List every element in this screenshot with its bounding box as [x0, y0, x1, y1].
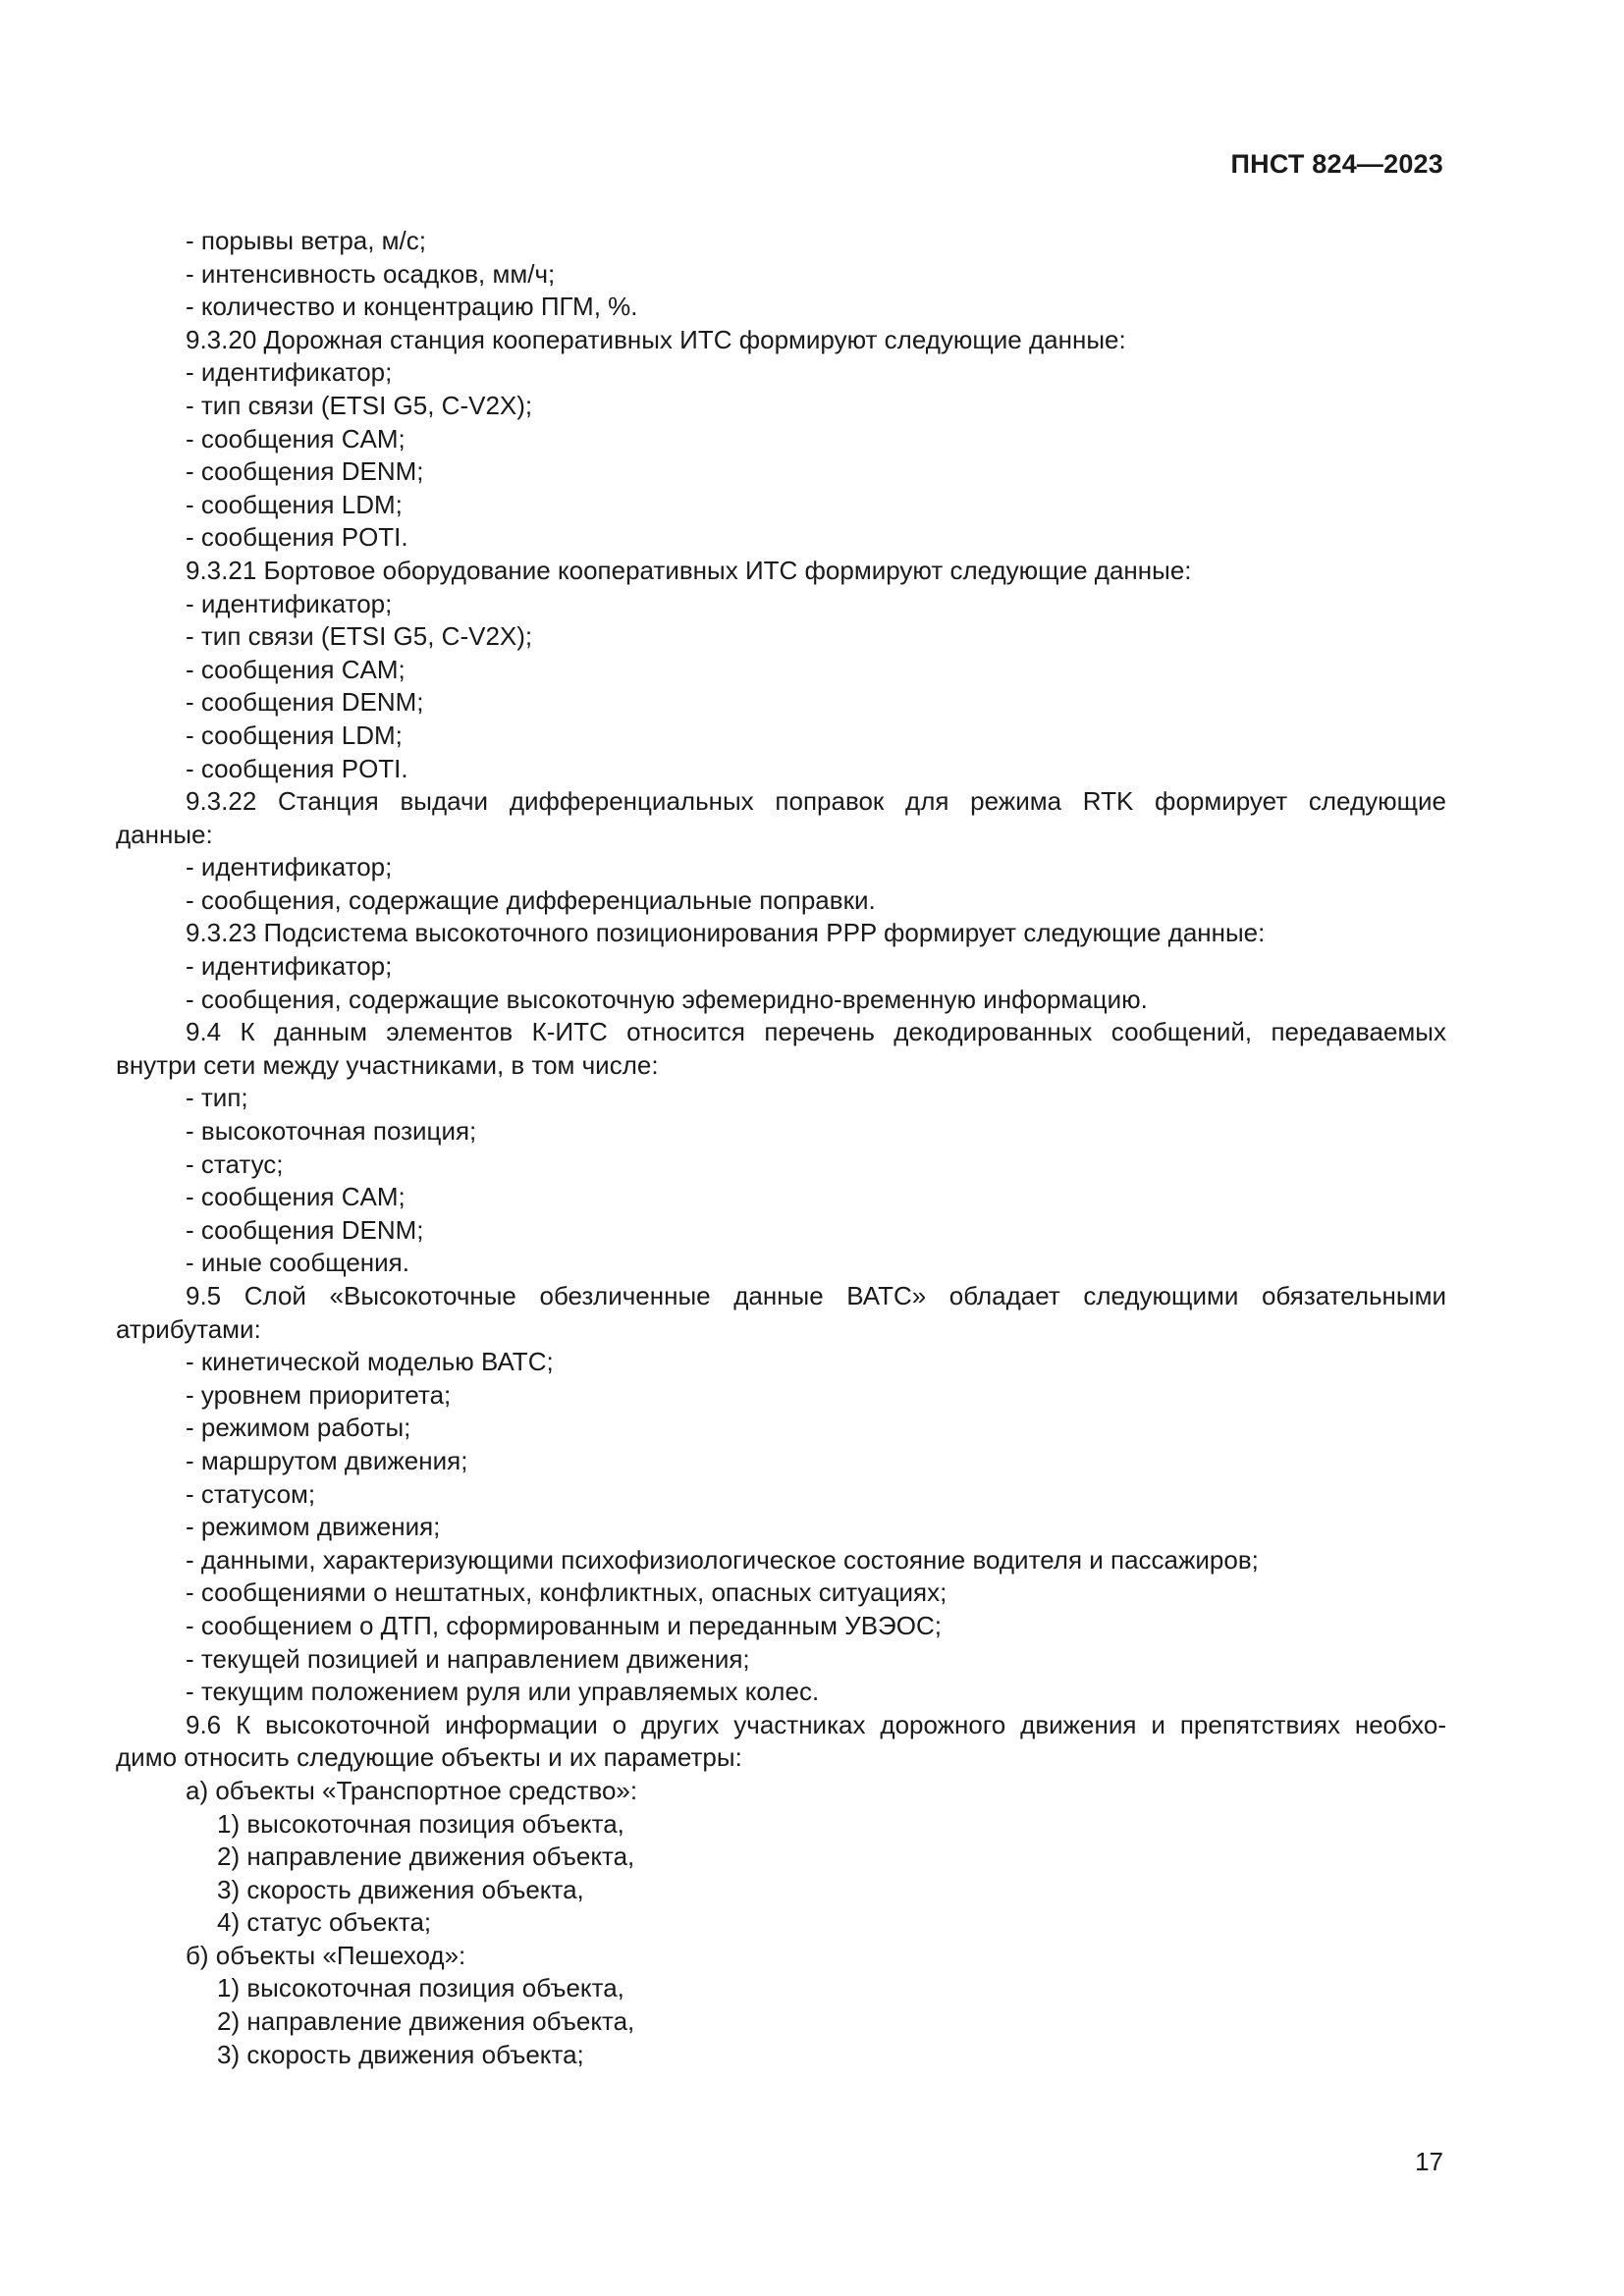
text-line: б) объекты «Пешеход»: — [186, 1940, 466, 1970]
text-line: 9.3.20 Дорожная станция кооперативных ИТС формируют следующие данные: — [186, 324, 1126, 354]
text-line: а) объекты «Транспортное средство»: — [186, 1775, 638, 1805]
text-line: - высокоточная позиция; — [186, 1116, 477, 1147]
text-line: данные: — [116, 819, 213, 849]
text-line: - сообщения DENM; — [186, 687, 424, 718]
text-line: - сообщения DENM; — [186, 1214, 424, 1245]
text-line: - данными, характеризующими психофизиологическое состояние водителя и пассажиров; — [186, 1544, 1259, 1575]
text-line: атрибутами: — [116, 1313, 261, 1344]
text-line: - сообщением о ДТП, сформированным и переданным УВЭОС; — [186, 1610, 942, 1640]
text-line: 1) высокоточная позиция объекта, — [217, 1973, 624, 2003]
text-line: - сообщения LDM; — [186, 720, 403, 750]
text-line: 1) высокоточная позиция объекта, — [217, 1808, 624, 1839]
text-line: - интенсивность осадков, мм/ч; — [186, 258, 556, 289]
text-line: - идентификатор; — [186, 852, 393, 882]
document-body — [116, 225, 1446, 2071]
text-line: - идентификатор; — [186, 588, 393, 618]
text-line: - тип связи (ETSI G5, C-V2X); — [186, 621, 533, 652]
document-header-id: ПНСТ 824—2023 — [1230, 149, 1443, 179]
text-line: 3) скорость движения объекта, — [217, 1874, 584, 1904]
text-line: - сообщения POTI. — [186, 522, 408, 553]
text-line: - сообщения, содержащие дифференциальные поправки. — [186, 884, 876, 915]
text-line: - сообщения LDM; — [186, 489, 403, 519]
text-line: - тип; — [186, 1083, 248, 1113]
text-line: - сообщениями о нештатных, конфликтных, опасных ситуациях; — [186, 1577, 947, 1608]
text-line: внутри сети между участниками, в том числе: — [116, 1049, 659, 1080]
text-line: - сообщения CAM; — [186, 423, 406, 454]
text-line: - текущей позицией и направлением движения; — [186, 1643, 750, 1674]
text-line: 4) статус объекта; — [217, 1907, 432, 1938]
text-line: - статус; — [186, 1148, 284, 1179]
text-line: - идентификатор; — [186, 357, 393, 388]
text-line: 2) направление движения объекта, — [217, 1842, 635, 1872]
text-line: 9.4 К данным элементов К-ИТС относится перечень декодированных сообщений, передаваемых — [186, 1017, 1446, 1047]
text-line: 9.3.23 Подсистема высокоточного позиционирования PPP формирует следующие данные: — [186, 918, 1266, 948]
text-line: - порывы ветра, м/с; — [186, 226, 427, 255]
text-line: - кинетической моделью ВАТС; — [186, 1347, 554, 1377]
text-line: - режимом движения; — [186, 1512, 441, 1542]
text-line: димо относить следующие объекты и их параметры: — [116, 1742, 742, 1773]
text-line: - идентификатор; — [186, 951, 393, 982]
text-line: 9.3.22 Станция выдачи дифференциальных поправок для режима RTK формирует следующие — [186, 786, 1446, 817]
text-line: - сообщения, содержащие высокоточную эфемеридно-временную информацию. — [186, 984, 1148, 1014]
text-line: 9.5 Слой «Высокоточные обезличенные данные ВАТС» обладает следующими обязательными — [186, 1281, 1446, 1310]
text-line: 3) скорость движения объекта; — [217, 2039, 584, 2069]
text-line: - уровнем приоритета; — [186, 1379, 452, 1410]
text-line: - тип связи (ETSI G5, C-V2X); — [186, 390, 533, 420]
text-line: - режимом работы; — [186, 1413, 411, 1443]
page-number: 17 — [1415, 2147, 1443, 2176]
text-line: - сообщения DENM; — [186, 456, 424, 487]
text-line: - количество и концентрацию ПГМ, %. — [186, 292, 638, 322]
text-line: 9.3.21 Бортовое оборудование кооперативных ИТС формируют следующие данные: — [186, 555, 1192, 585]
text-line: - сообщения POTI. — [186, 753, 408, 783]
text-line: - маршрутом движения; — [186, 1445, 468, 1475]
text-line: - иные сообщения. — [186, 1248, 409, 1278]
text-line: - сообщения CAM; — [186, 1182, 406, 1212]
text-line: 9.6 К высокоточной информации о других участниках дорожного движения и препятствиях необхо- — [186, 1709, 1446, 1739]
text-line: - текущим положением руля или управляемых колес. — [186, 1677, 820, 1707]
text-line: - статусом; — [186, 1478, 316, 1509]
text-line: - сообщения CAM; — [186, 654, 406, 684]
text-line: 2) направление движения объекта, — [217, 2006, 635, 2037]
